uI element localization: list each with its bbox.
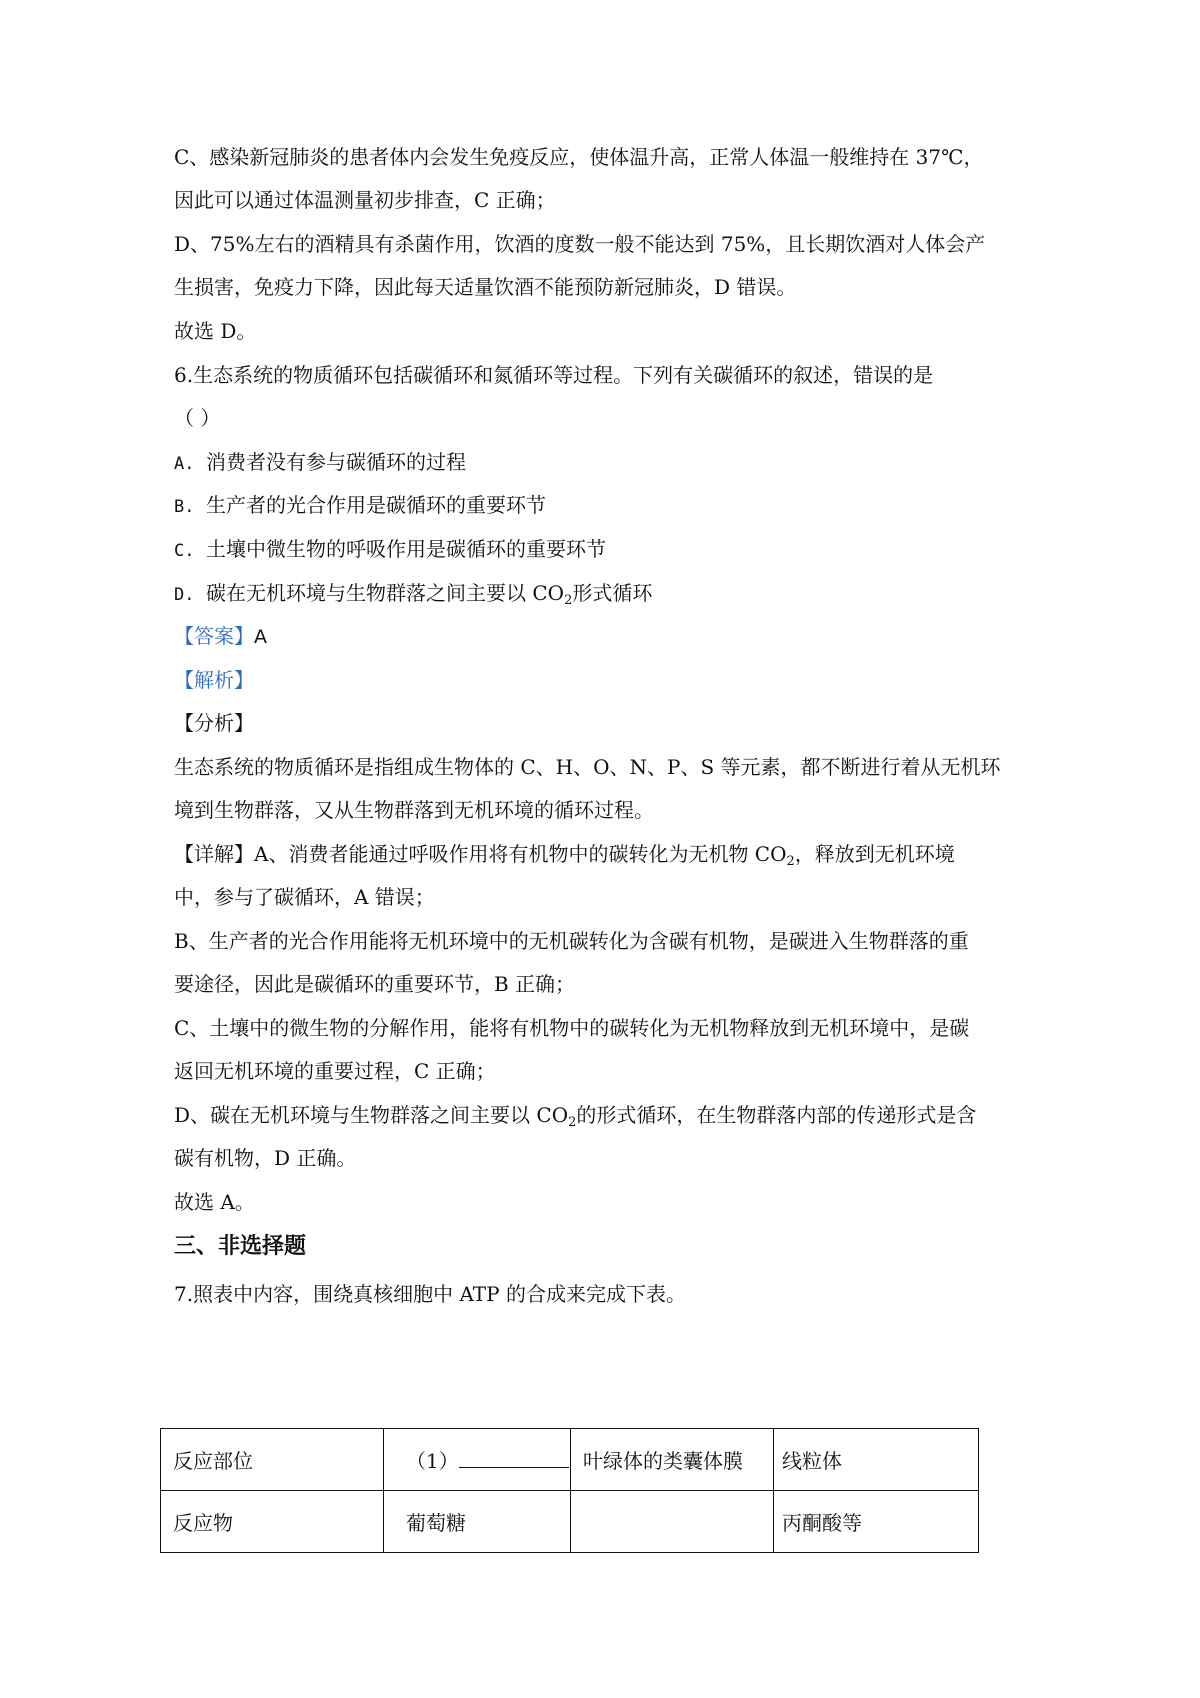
option-text: 碳在无机环境与生物群落之间主要以 CO — [206, 581, 565, 605]
detail-a-line1 — [174, 841, 955, 867]
q6-choose: 故选 A。 — [174, 1190, 255, 1214]
q6-stem-line1: 6.生态系统的物质循环包括碳循环和氮循环等过程。下列有关碳循环的叙述，错误的是 — [174, 363, 934, 387]
q6-option-d — [174, 580, 652, 608]
table-cell — [571, 1491, 774, 1553]
table-row — [161, 1491, 979, 1553]
subscript-2: 2 — [564, 593, 573, 608]
detail-c-line1: C、土壤中的微生物的分解作用，能将有机物中的碳转化为无机物释放到无机环境中，是碳 — [174, 1016, 970, 1040]
section-title: 三、非选择题 — [174, 1234, 307, 1259]
detail-b-line1: B、生产者的光合作用能将无机环境中的无机碳转化为含碳有机物，是碳进入生物群落的重 — [174, 929, 969, 953]
subscript-2: 2 — [568, 1115, 577, 1130]
q6-option-b — [174, 492, 546, 520]
q6-option-c — [174, 536, 606, 564]
option-text: 土壤中微生物的呼吸作用是碳循环的重要环节 — [206, 537, 606, 561]
q6-stem-line2: （ ） — [174, 406, 221, 430]
q5-explain-c-line2: 因此可以通过体温测量初步排查，C 正确； — [174, 188, 556, 212]
blank-number: （1） — [406, 1449, 459, 1473]
subscript-2: 2 — [786, 854, 795, 869]
table-cell: 反应物 — [161, 1491, 384, 1553]
atp-table — [160, 1428, 979, 1553]
table-cell: 丙酮酸等 — [774, 1491, 979, 1553]
q5-explain-d-line1: D、75%左右的酒精具有杀菌作用，饮酒的度数一般不能达到 75%，且长期饮酒对人体会产 — [174, 232, 986, 256]
detail-d-line2: 碳有机物，D 正确。 — [174, 1146, 357, 1170]
table-cell-blank — [384, 1429, 571, 1491]
analysis-line2: 境到生物群落，又从生物群落到无机环境的循环过程。 — [174, 798, 654, 822]
fenxi-label: 【分析】 — [174, 711, 254, 735]
detail-a-text: 【详解】A、消费者能通过呼吸作用将有机物中的碳转化为无机物 CO — [174, 842, 787, 866]
detail-d-text-end: 的形式循环，在生物群落内部的传递形式是含 — [576, 1103, 977, 1127]
detail-a-text-end: ，释放到无机环境 — [794, 842, 955, 866]
table-cell: 线粒体 — [774, 1429, 979, 1491]
option-text: 生产者的光合作用是碳循环的重要环节 — [206, 493, 546, 517]
table-cell: 葡萄糖 — [384, 1491, 571, 1553]
q7-stem: 7.照表中内容，围绕真核细胞中 ATP 的合成来完成下表。 — [174, 1282, 686, 1306]
table-cell: 反应部位 — [161, 1429, 384, 1491]
answer-blank — [459, 1451, 569, 1468]
q5-explain-c-line1: C、感染新冠肺炎的患者体内会发生免疫反应，使体温升高，正常人体温一般维持在 37℃， — [174, 145, 984, 169]
table-cell: 叶绿体的类囊体膜 — [571, 1429, 774, 1491]
detail-c-line2: 返回无机环境的重要过程，C 正确； — [174, 1059, 496, 1083]
detail-d-text: D、碳在无机环境与生物群落之间主要以 CO — [174, 1103, 569, 1127]
answer-label: 【答案】 — [174, 624, 254, 648]
table-row — [161, 1429, 979, 1491]
option-letter: B. — [174, 497, 195, 517]
option-letter: C. — [174, 541, 195, 561]
analysis-line1: 生态系统的物质循环是指组成生物体的 C、H、O、N、P、S 等元素，都不断进行着从无机环 — [174, 755, 1001, 779]
option-letter: A. — [174, 454, 195, 474]
option-letter: D. — [174, 585, 195, 605]
answer-line — [174, 623, 267, 650]
detail-b-line2: 要途径，因此是碳循环的重要环节，B 正确； — [174, 972, 576, 996]
q5-explain-d-line2: 生损害，免疫力下降，因此每天适量饮酒不能预防新冠肺炎，D 错误。 — [174, 275, 797, 299]
option-text: 消费者没有参与碳循环的过程 — [206, 450, 466, 474]
detail-d-line1 — [174, 1102, 976, 1128]
detail-a-line2: 中，参与了碳循环，A 错误； — [174, 885, 435, 909]
jiexi-label: 【解析】 — [174, 668, 254, 692]
q5-choose: 故选 D。 — [174, 319, 257, 343]
q6-option-a — [174, 449, 466, 477]
option-text-end: 形式循环 — [572, 581, 653, 605]
answer-value: A — [254, 626, 267, 648]
